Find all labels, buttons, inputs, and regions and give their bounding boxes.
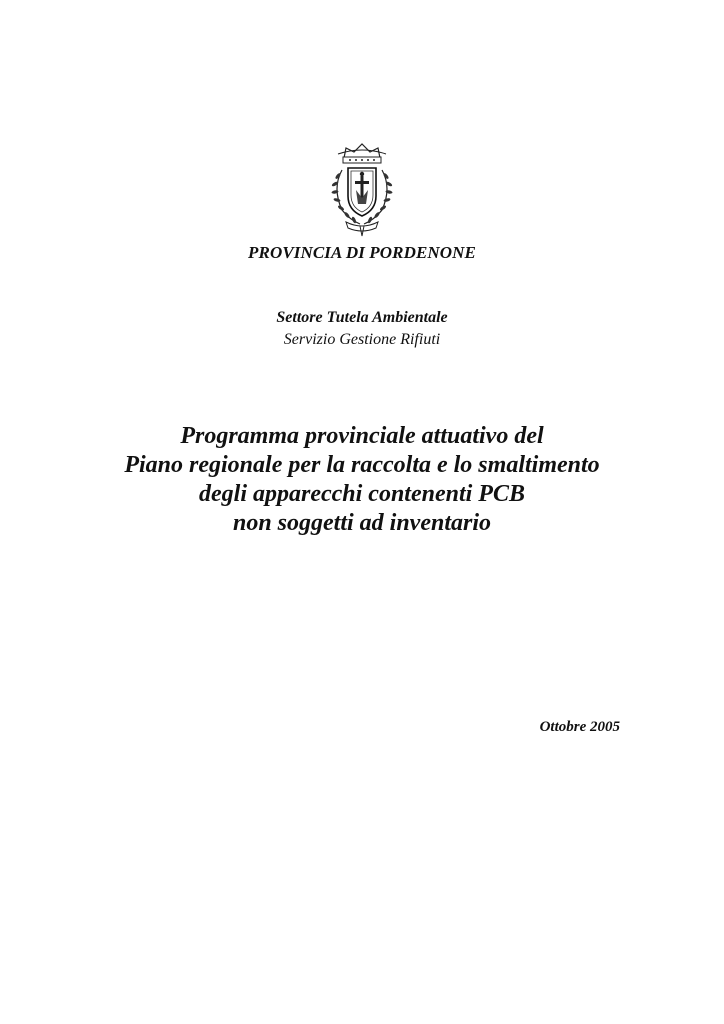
document-title	[0, 422, 724, 538]
province-name: PROVINCIA DI PORDENONE	[248, 243, 476, 262]
service-name: Servizio Gestione Rifiuti	[283, 331, 441, 348]
document-date: Ottobre 2005	[539, 719, 620, 735]
title-line-3: degli apparecchi contenenti PCB	[199, 481, 525, 507]
title-line-2: Piano regionale per la raccolta e lo smaltimento	[124, 452, 600, 478]
provincia-emblem-icon	[316, 138, 408, 238]
sector-name: Settore Tutela Ambientale	[276, 309, 448, 326]
title-line-1: Programma provinciale attuativo del	[180, 423, 544, 449]
title-line-4: non soggetti ad inventario	[232, 510, 492, 536]
